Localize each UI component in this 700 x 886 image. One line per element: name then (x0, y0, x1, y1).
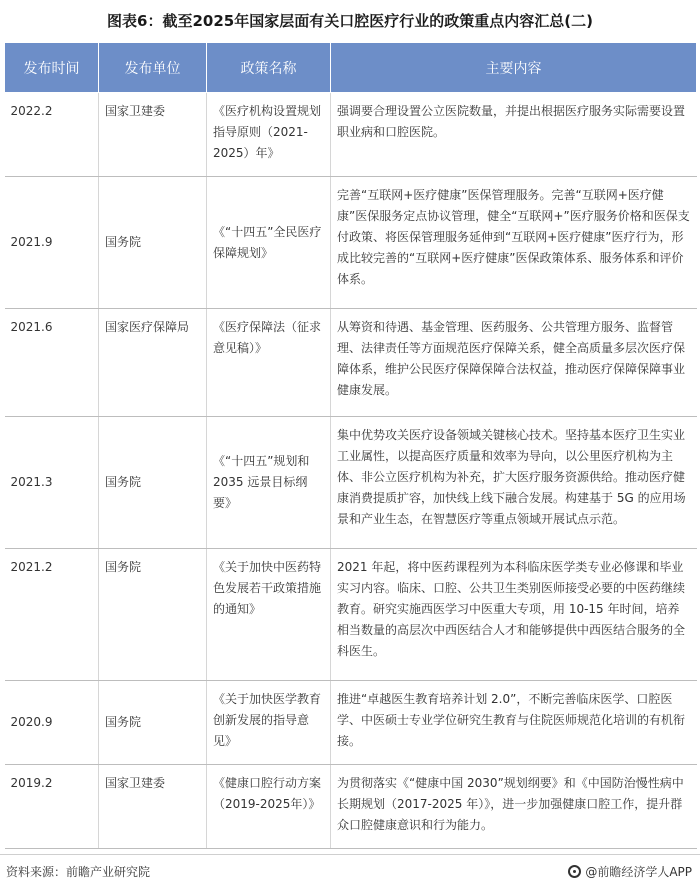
cell-date: 2021.6 (5, 309, 99, 417)
table-row (5, 93, 697, 177)
cell-unit: 国务院 (99, 417, 207, 549)
cell-content: 完善“互联网+医疗健康”医保管理服务。完善“互联网+医疗健康”医保服务定点协议管理，健全“互联网+”医疗服务价格和医保支付政策、将医保管理服务延伸到“互联网+医疗健康”医疗行为，形成比较完善的“互联网+医疗健康”医保政策体系、服务体系和评价体系。 (331, 177, 697, 309)
cell-unit: 国家卫建委 (99, 765, 207, 849)
table-row (5, 765, 697, 849)
cell-unit: 国务院 (99, 681, 207, 765)
cell-policy-name: 《医疗保障法（征求意见稿）》 (207, 309, 331, 417)
cell-unit: 国务院 (99, 177, 207, 309)
cell-unit: 国务院 (99, 549, 207, 681)
cell-content: 强调要合理设置公立医院数量，并提出根据医疗服务实际需要设置职业病和口腔医院。 (331, 93, 697, 177)
cell-date: 2022.2 (5, 93, 99, 177)
qianzhan-logo-icon (568, 865, 581, 878)
brand-label: @前瞻经济学人APP (585, 865, 692, 879)
header-policy-name: 政策名称 (207, 43, 331, 93)
cell-policy-name: 《健康口腔行动方案 （2019-2025年）》 (207, 765, 331, 849)
cell-date: 2021.2 (5, 549, 99, 681)
header-content: 主要内容 (331, 43, 697, 93)
cell-date: 2021.3 (5, 417, 99, 549)
table-row (5, 681, 697, 765)
header-date: 发布时间 (5, 43, 99, 93)
table-row (5, 309, 697, 417)
cell-date: 2019.2 (5, 765, 99, 849)
cell-date: 2021.9 (5, 177, 99, 309)
cell-content: 集中优势攻关医疗设备领域关键核心技术。坚持基本医疗卫生实业工业属性，以提高医疗质量和效率为导向，以公里医疗机构为主体、非公立医疗机构为补充，扩大医疗服务资源供给。推动医疗健康消费提质扩容，加快线上线下融合发展。构建基于 5G 的应用场景和产业生态，在智慧医疗等重点领域开展试点示范。 (331, 417, 697, 549)
table-header-row (5, 43, 697, 93)
footer (0, 854, 700, 886)
cell-policy-name: 《“十四五”全民医疗保障规划》 (207, 177, 331, 309)
cell-unit: 国家医疗保障局 (99, 309, 207, 417)
chart-title: 图表6：截至2025年国家层面有关口腔医疗行业的政策重点内容汇总(二) (107, 12, 593, 30)
cell-content: 从筹资和待遇、基金管理、医药服务、公共管理方服务、监督管理、法律责任等方面规范医疗保障关系，健全高质量多层次医疗保障体系，维护公民医疗保障保障合法权益，推动医疗保障保障事业健康发展。 (331, 309, 697, 417)
cell-policy-name: 《医疗机构设置规划指导原则（2021-2025）年》 (207, 93, 331, 177)
cell-content: 2021 年起，将中医药课程列为本科临床医学类专业必修课和毕业实习内容。临床、口腔、公共卫生类别医师接受必要的中医药继续教育。研究实施西医学习中医重大专项，用 10-15 年时间，培养相当数量的高层次中西医结合人才和能够提供中西医结合服务的全科医生。 (331, 549, 697, 681)
policy-table (4, 42, 697, 849)
table-row (5, 549, 697, 681)
cell-content: 推进“卓越医生教育培养计划 2.0”，不断完善临床医学、口腔医学、中医硕士专业学位研究生教育与住院医师规范化培训的有机衔接。 (331, 681, 697, 765)
cell-policy-name: 《关于加快医学教育创新发展的指导意见》 (207, 681, 331, 765)
header-unit: 发布单位 (99, 43, 207, 93)
table-row (5, 177, 697, 309)
cell-policy-name: 《“十四五”规划和2035 远景目标纲要》 (207, 417, 331, 549)
cell-content: 为贯彻落实《“健康中国 2030”规划纲要》和《中国防治慢性病中长期规划（2017-2025 年）》，进一步加强健康口腔工作，提升群众口腔健康意识和行为能力。 (331, 765, 697, 849)
cell-date: 2020.9 (5, 681, 99, 765)
table-row (5, 417, 697, 549)
cell-policy-name: 《关于加快中医药特色发展若干政策措施的通知》 (207, 549, 331, 681)
source-note: 资料来源：前瞻产业研究院 (6, 865, 151, 879)
cell-unit: 国家卫建委 (99, 93, 207, 177)
brand-credit (568, 863, 692, 880)
